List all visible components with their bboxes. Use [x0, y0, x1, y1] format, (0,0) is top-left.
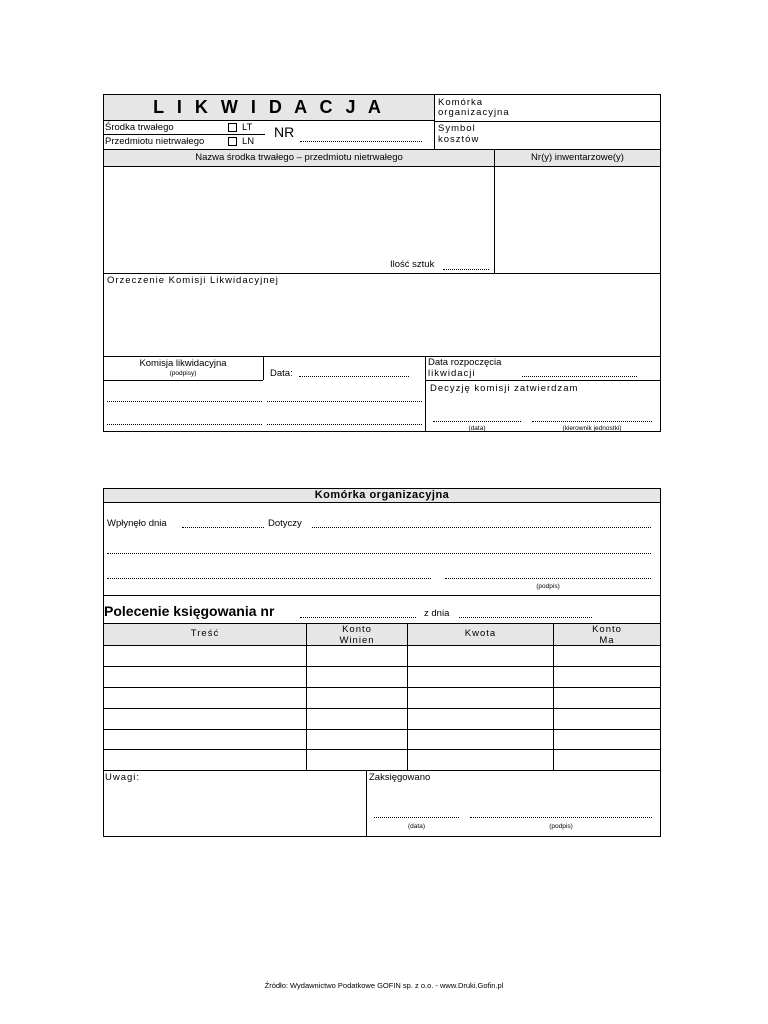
podpis-komisji-2[interactable]	[267, 401, 422, 402]
data-rozpoczecia-field[interactable]	[522, 376, 637, 377]
decyzje-label: Decyzję komisji zatwierdzam	[430, 383, 579, 394]
decyzja-data-label: (data)	[468, 425, 486, 432]
form-title: L I K W I D A C J A	[153, 97, 385, 117]
kwota-header: Kwota	[464, 628, 497, 639]
przedmiotu-label: Przedmiotu nietrwałego	[105, 136, 205, 147]
nr-label: NR	[274, 124, 295, 140]
zaksiegowano-data-field[interactable]	[374, 817, 459, 818]
wplynelo-label: Wpłynęło dnia	[107, 518, 167, 529]
podpis-komisji-1[interactable]	[107, 401, 262, 402]
konto-winien-header-1: Konto	[342, 624, 372, 635]
table-row[interactable]	[103, 687, 661, 688]
konto-ma-header-1: Konto	[592, 624, 622, 635]
zaksiegowano-podpis-field[interactable]	[470, 817, 652, 818]
srodka-trwalego-label: Środka trwałego	[105, 122, 174, 133]
ilosc-sztuk-field[interactable]	[443, 269, 489, 270]
wplynelo-field[interactable]	[182, 527, 264, 528]
dotyczy-field-2[interactable]	[107, 553, 651, 554]
table-row[interactable]	[103, 708, 661, 709]
kierownik-podpis-field[interactable]	[532, 421, 652, 422]
nr-field[interactable]	[300, 141, 422, 142]
table-row[interactable]	[103, 729, 661, 730]
konto-winien-header-2: Winien	[339, 635, 375, 646]
dotyczy-field-3[interactable]	[107, 578, 431, 579]
zaksiegowano-data-label: (data)	[408, 823, 425, 830]
data-rozpoczecia-label-2: likwidacji	[428, 368, 476, 379]
ln-label: LN	[242, 136, 255, 147]
data-rozpoczecia-label-1: Data rozpoczęcia	[428, 357, 502, 368]
lt-checkbox[interactable]	[228, 123, 237, 132]
dotyczy-field[interactable]	[312, 527, 651, 528]
table-row[interactable]	[103, 666, 661, 667]
zaksiegowano-podpis-label: (podpis)	[549, 823, 573, 830]
z-dnia-label: z dnia	[424, 608, 450, 619]
table-row[interactable]	[103, 749, 661, 750]
symbol-label-2: kosztów	[438, 134, 480, 145]
podpis-field[interactable]	[445, 578, 651, 579]
polecenie-nr-field[interactable]	[300, 617, 416, 618]
komorka-label-1: Komórka	[438, 97, 484, 108]
dotyczy-label: Dotyczy	[268, 518, 302, 529]
symbol-label-1: Symbol	[438, 123, 476, 134]
uwagi-label: Uwagi:	[105, 772, 141, 783]
kierownik-label: (kierownik jednostki)	[562, 425, 622, 432]
orzeczenie-label: Orzeczenie Komisji Likwidacyjnej	[107, 275, 279, 286]
lt-label: LT	[242, 122, 253, 133]
data-label: Data:	[270, 368, 293, 379]
decyzja-data-field[interactable]	[433, 421, 521, 422]
polecenie-label: Polecenie księgowania nr	[104, 603, 275, 619]
data-field[interactable]	[299, 376, 409, 377]
polecenie-form	[103, 488, 661, 837]
komorka-label-2: organizacyjna	[438, 107, 510, 118]
zaksiegowano-label: Zaksięgowano	[369, 772, 431, 783]
ln-checkbox[interactable]	[228, 137, 237, 146]
komisja-label: Komisja likwidacyjna	[139, 358, 227, 369]
konto-ma-header-2: Ma	[599, 635, 615, 646]
form2-title: Komórka organizacyjna	[314, 489, 450, 501]
source-footer: Źródło: Wydawnictwo Podatkowe GOFIN sp. z o.o. - www.Druki.Gofin.pl	[264, 981, 504, 990]
podpis-komisji-4[interactable]	[267, 424, 422, 425]
nazwa-header: Nazwa środka trwałego – przedmiotu nietrwałego	[195, 152, 403, 163]
ilosc-sztuk-label: Ilość sztuk	[390, 259, 435, 270]
z-dnia-field[interactable]	[459, 617, 592, 618]
podpis-komisji-3[interactable]	[107, 424, 262, 425]
tresc-header: Treść	[190, 628, 220, 639]
podpisy-label: (podpisy)	[169, 370, 197, 377]
podpis-label: (podpis)	[536, 583, 560, 590]
nr-inwentarzowe-header: Nr(y) inwentarzowe(y)	[531, 152, 624, 163]
